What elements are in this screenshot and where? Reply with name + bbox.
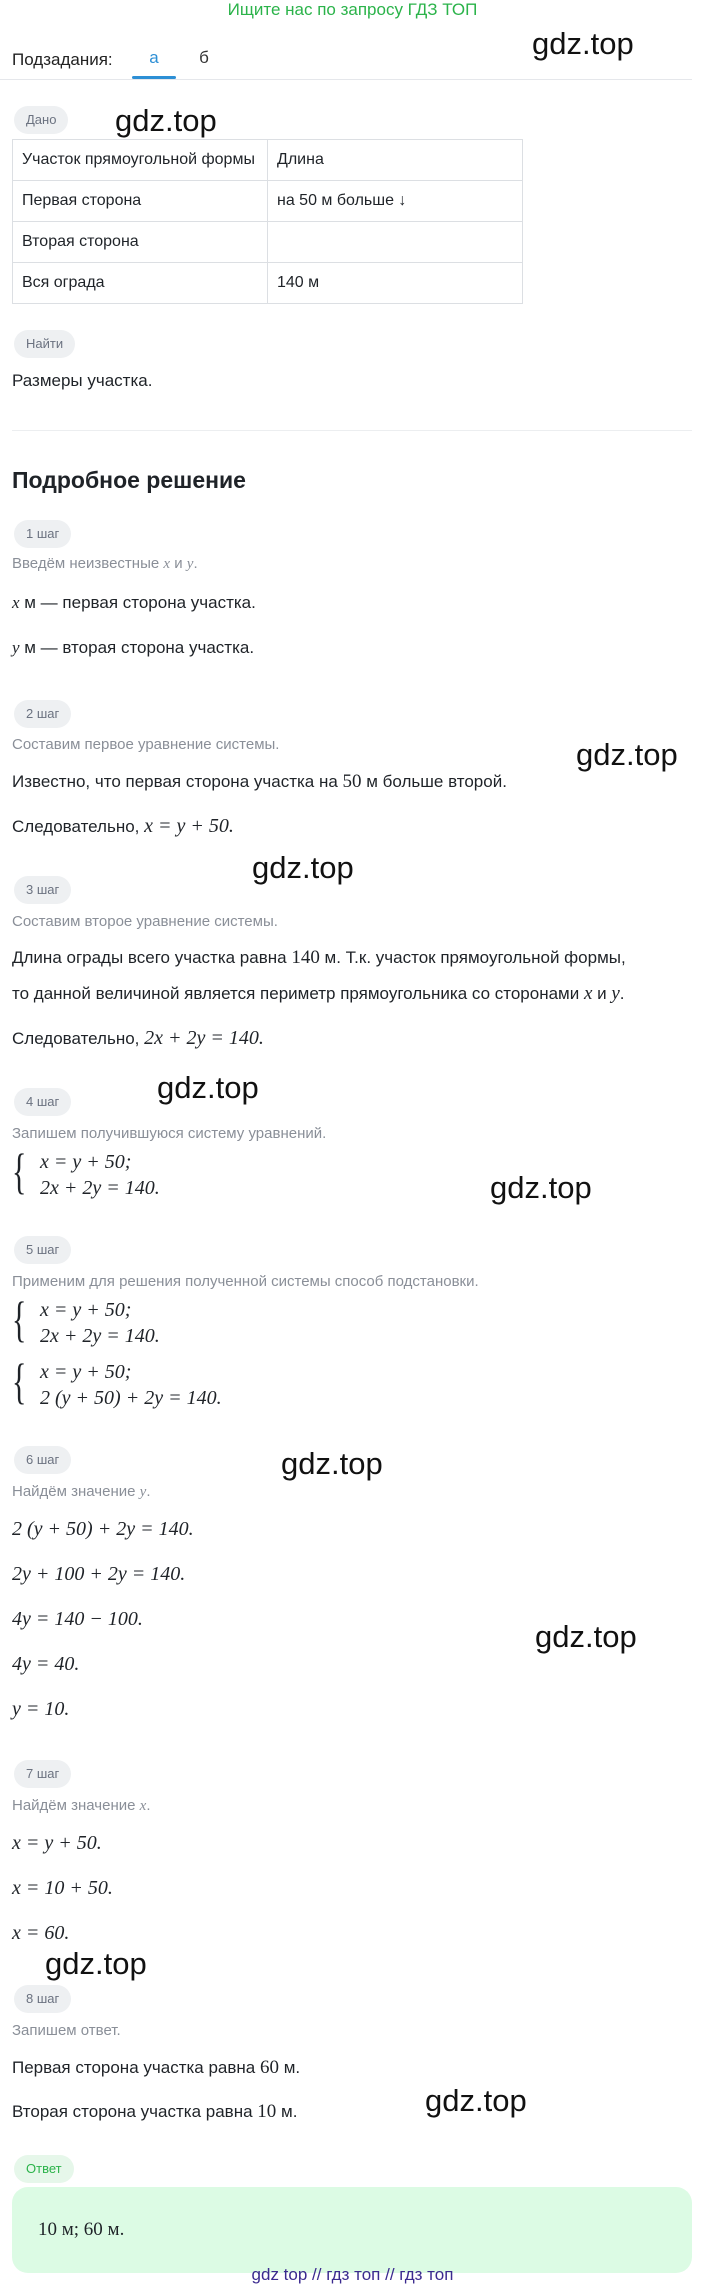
step-line: x м — первая сторона участка. [12,593,256,612]
watermark: gdz.top [45,1946,147,1981]
watermark: gdz.top [157,1070,259,1105]
step-description: Запишем ответ. [12,2022,121,2039]
equation-line: x = y + 50. [12,1832,102,1854]
system-brace: { [12,1353,27,1409]
find-badge: Найти [14,330,75,358]
footer-separator: // [385,2265,395,2284]
subtasks-label: Подзадания: [12,50,113,69]
step-badge: 3 шаг [14,876,71,904]
system-equation: x = y + 50; [40,1151,132,1173]
table-cell [268,222,523,263]
tabs-divider [0,79,692,80]
divider [12,430,692,431]
table-row [13,140,523,181]
table-cell: Участок прямоугольной формы [13,140,268,181]
system-equation: 2 (y + 50) + 2y = 140. [40,1387,222,1409]
equation-line: 4y = 40. [12,1653,80,1675]
footer-links [0,2265,705,2285]
footer-link[interactable]: гдз топ [399,2265,454,2284]
step-line: Известно, что первая сторона участка на 50 м больше второй. [12,771,507,792]
step-badge: 6 шаг [14,1446,71,1474]
tab-a[interactable]: а [149,48,159,67]
step-description: Составим второе уравнение системы. [12,913,278,930]
find-text: Размеры участка. [12,371,153,390]
footer-link[interactable]: гдз топ [326,2265,381,2284]
watermark: gdz.top [532,26,634,61]
step-line: Вторая сторона участка равна 10 м. [12,2101,298,2122]
step-description: Составим первое уравнение системы. [12,736,280,753]
system-brace: { [12,1143,27,1199]
solution-title: Подробное решение [12,467,246,493]
top-banner: Ищите нас по запросу ГДЗ ТОП [227,0,478,19]
footer-separator: // [312,2265,322,2284]
watermark: gdz.top [115,103,217,138]
step-line: Следовательно, 2x + 2y = 140. [12,1027,264,1049]
watermark: gdz.top [281,1446,383,1481]
system-equation: x = y + 50; [40,1299,132,1321]
step-line: то данной величиной является периметр прямоугольника со сторонами x и y. [12,983,625,1004]
table-cell: Длина [268,140,523,181]
step-badge: 4 шаг [14,1088,71,1116]
step-line: Длина ограды всего участка равна 140 м. Т.к. участок прямоугольной формы, [12,947,626,968]
equation-line: 4y = 140 − 100. [12,1608,143,1630]
step-line: y м — вторая сторона участка. [12,638,255,657]
step-description: Введём неизвестные x и y. [12,555,198,572]
equation-line: 2 (y + 50) + 2y = 140. [12,1518,194,1540]
step-badge: 1 шаг [14,520,71,548]
system-equation: 2x + 2y = 140. [40,1325,160,1347]
step-badge: 5 шаг [14,1236,71,1264]
step-description: Запишем получившуюся систему уравнений. [12,1125,327,1142]
table-cell: Вся ограда [13,263,268,304]
step-line: Первая сторона участка равна 60 м. [12,2057,301,2078]
answer-text: 10 м; 60 м. [38,2219,125,2240]
system-brace: { [12,1291,27,1347]
tab-active-indicator [132,76,176,79]
watermark: gdz.top [490,1170,592,1205]
given-table [12,139,523,304]
table-row [13,222,523,263]
step-description: Применим для решения полученной системы способ подстановки. [12,1273,479,1290]
equation-line: x = 10 + 50. [12,1877,113,1899]
answer-badge: Ответ [14,2155,74,2183]
step-badge: 7 шаг [14,1760,71,1788]
table-row [13,181,523,222]
footer-link[interactable]: gdz top [251,2265,308,2284]
table-cell: 140 м [268,263,523,304]
equation-line: x = 60. [12,1922,70,1944]
table-cell: Вторая сторона [13,222,268,263]
equation-line: 2y + 100 + 2y = 140. [12,1563,186,1585]
table-cell: Первая сторона [13,181,268,222]
step-badge: 8 шаг [14,1985,71,2013]
step-line: Следовательно, x = y + 50. [12,815,234,837]
watermark: gdz.top [535,1619,637,1654]
watermark: gdz.top [252,850,354,885]
watermark: gdz.top [425,2083,527,2118]
step-description: Найдём значение x. [12,1797,151,1814]
step-description: Найдём значение y. [12,1483,151,1500]
watermark: gdz.top [576,737,678,772]
system-equation: x = y + 50; [40,1361,132,1383]
table-row [13,263,523,304]
system-equation: 2x + 2y = 140. [40,1177,160,1199]
tab-b[interactable]: б [199,48,209,67]
step-badge: 2 шаг [14,700,71,728]
equation-line: y = 10. [12,1698,70,1720]
table-cell: на 50 м больше ↓ [268,181,523,222]
given-badge: Дано [14,106,68,134]
